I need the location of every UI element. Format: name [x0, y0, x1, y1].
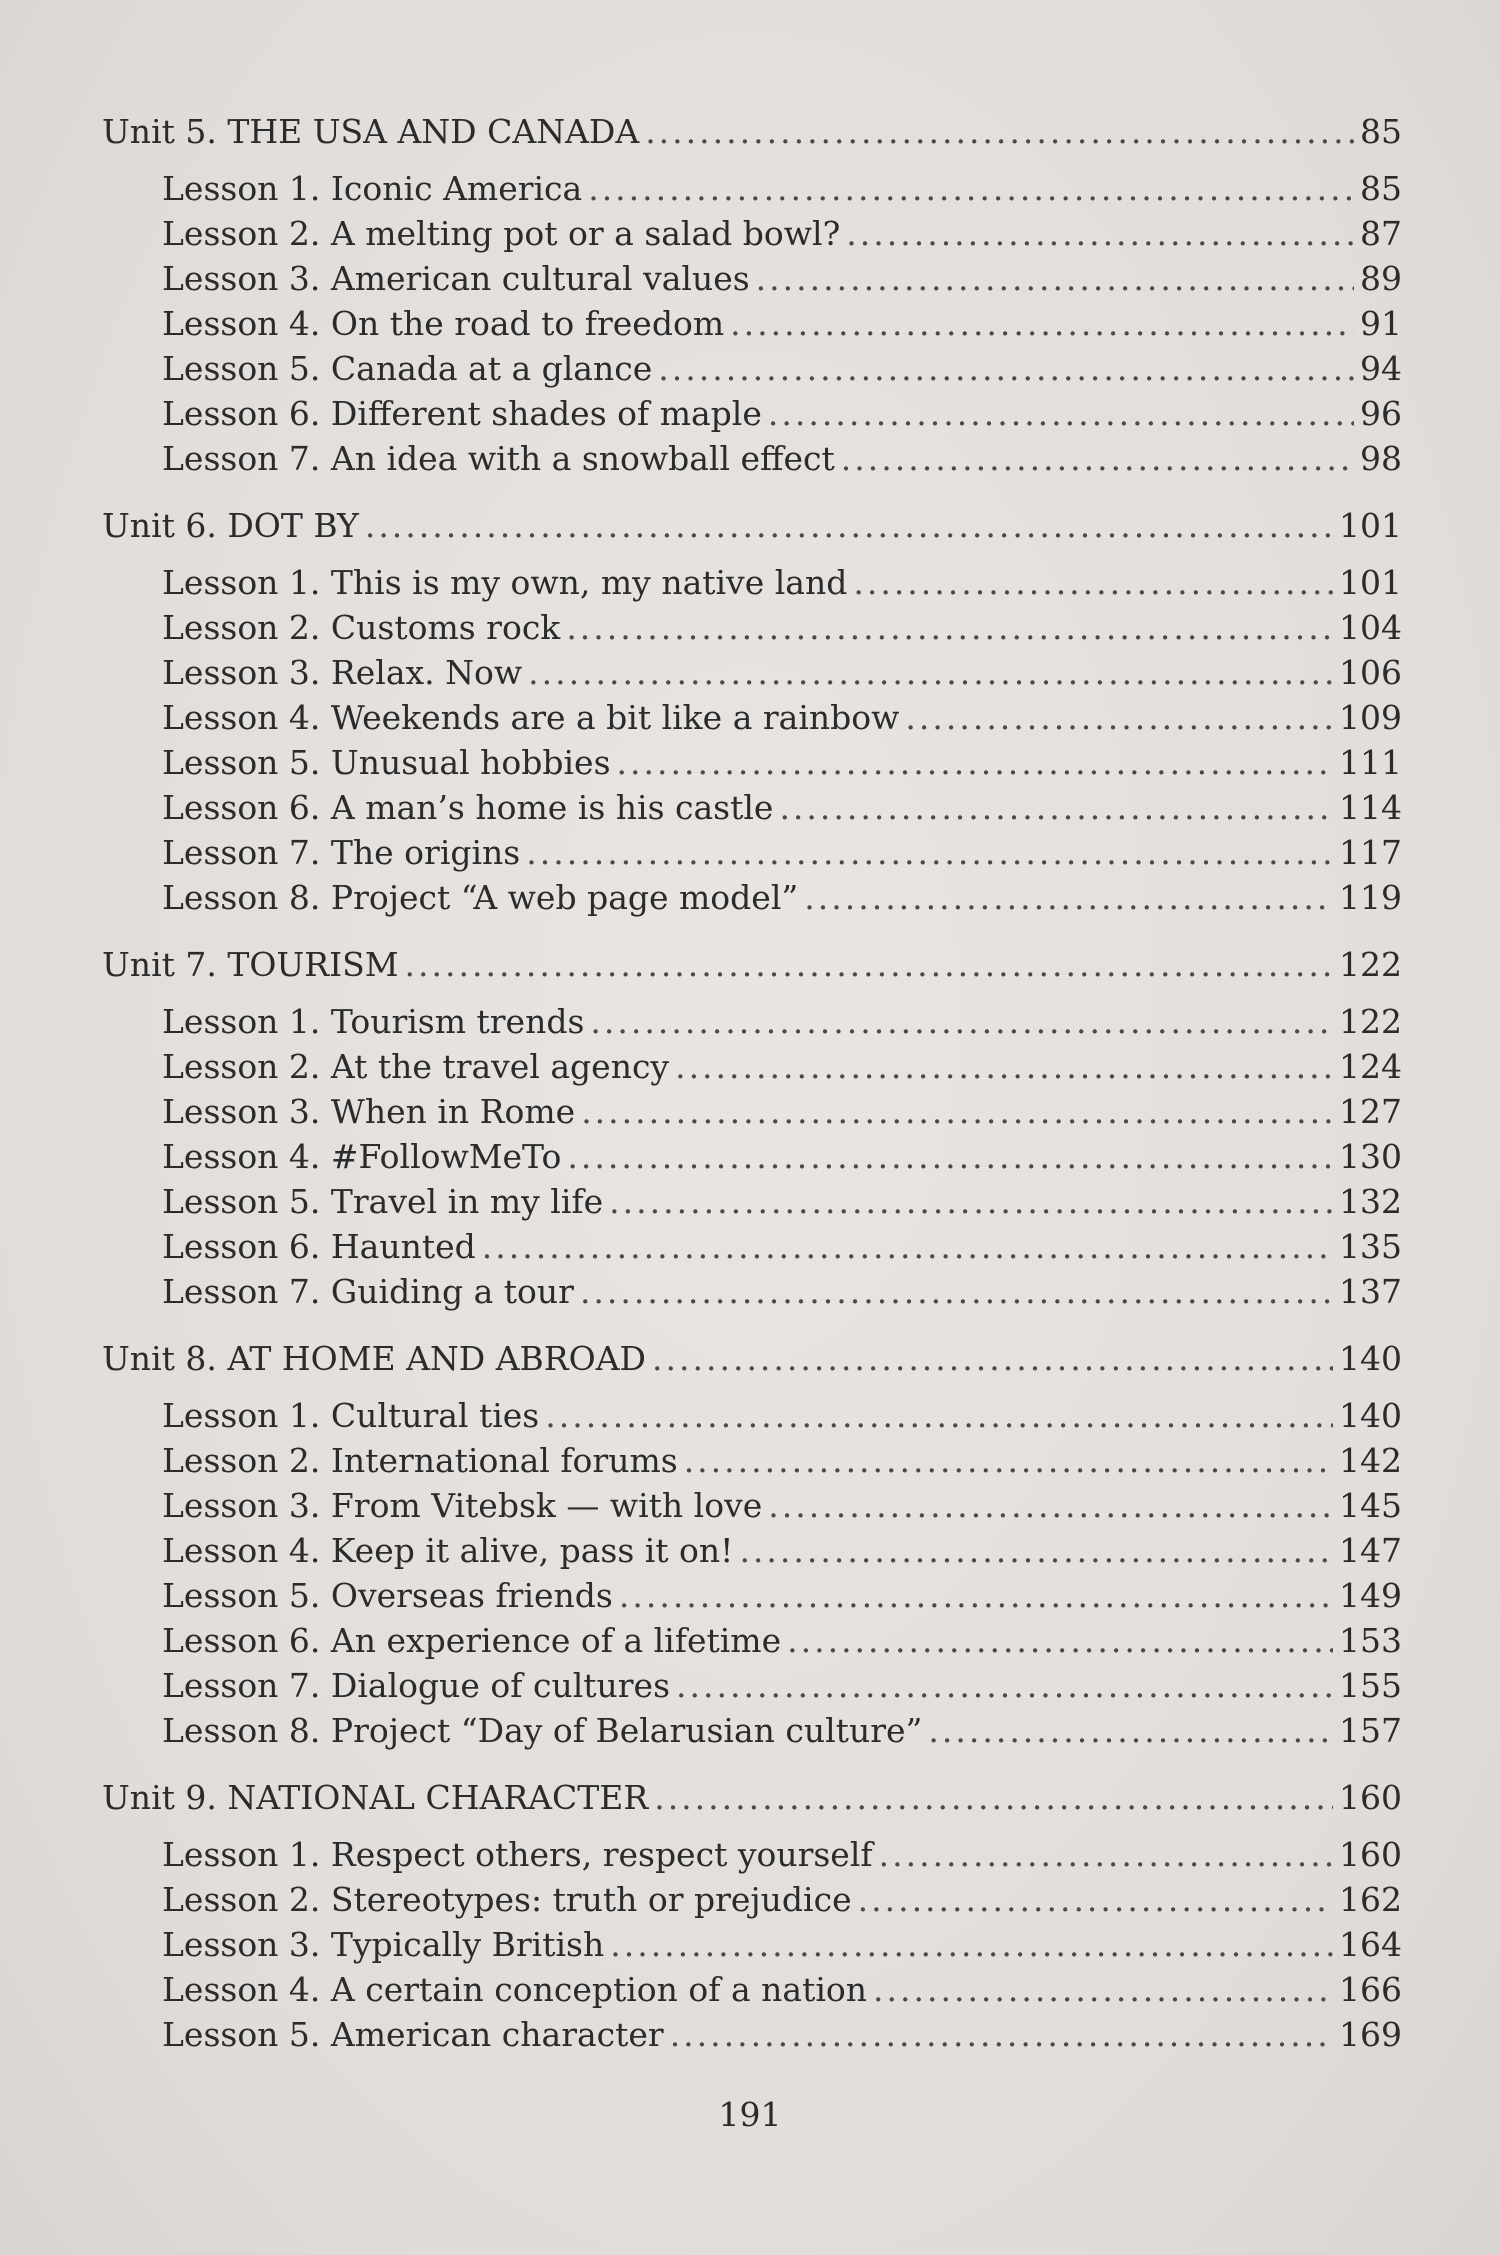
- dot-leader: [619, 1576, 1333, 1615]
- dot-leader: [610, 1925, 1333, 1964]
- lesson-title: Lesson 2. Customs rock: [162, 608, 561, 647]
- lesson-page-number: 111: [1339, 743, 1402, 782]
- lesson-page-number: 124: [1339, 1047, 1402, 1086]
- toc-unit-entry: [102, 506, 1402, 551]
- lesson-title: Lesson 2. At the travel agency: [162, 1047, 670, 1086]
- lesson-page-number: 122: [1339, 1002, 1402, 1041]
- toc-lesson-entry: [102, 259, 1402, 304]
- dot-leader: [676, 1666, 1333, 1705]
- lesson-page-number: 117: [1339, 833, 1402, 872]
- lesson-page-number: 162: [1339, 1880, 1402, 1919]
- toc-unit-entry: [102, 1339, 1402, 1384]
- lesson-title: Lesson 4. On the road to freedom: [162, 304, 725, 343]
- dot-leader: [658, 349, 1354, 388]
- dot-leader: [609, 1182, 1333, 1221]
- toc-lesson-entry: [102, 1182, 1402, 1227]
- toc-lesson-entry: [102, 349, 1402, 394]
- dot-leader: [617, 743, 1333, 782]
- dot-leader: [581, 1092, 1333, 1131]
- lesson-title: Lesson 5. American character: [162, 2015, 664, 2054]
- unit-title: Unit 6. DOT BY: [102, 506, 359, 545]
- lesson-title: Lesson 6. Haunted: [162, 1227, 476, 1266]
- dot-leader: [846, 214, 1354, 253]
- unit-title: Unit 8. AT HOME AND ABROAD: [102, 1339, 647, 1378]
- lesson-title: Lesson 6. A man’s home is his castle: [162, 788, 774, 827]
- dot-leader: [365, 506, 1333, 545]
- toc-unit-entry: [102, 112, 1402, 157]
- unit-title: Unit 9. NATIONAL CHARACTER: [102, 1778, 649, 1817]
- lesson-page-number: 91: [1360, 304, 1402, 343]
- toc-lesson-entry: [102, 1227, 1402, 1272]
- toc-lesson-entry: [102, 1880, 1402, 1925]
- dot-leader: [928, 1711, 1333, 1750]
- dot-leader: [645, 112, 1354, 151]
- lesson-page-number: 94: [1360, 349, 1402, 388]
- lesson-title: Lesson 2. International forums: [162, 1441, 678, 1480]
- lesson-page-number: 109: [1339, 698, 1402, 737]
- dot-leader: [768, 394, 1354, 433]
- dot-leader: [787, 1621, 1333, 1660]
- toc-lesson-entry: [102, 1666, 1402, 1711]
- toc-lesson-entry: [102, 1711, 1402, 1756]
- page-number: 191: [718, 2095, 782, 2134]
- dot-leader: [730, 304, 1354, 343]
- dot-leader: [756, 259, 1354, 298]
- toc-lesson-entry: [102, 1137, 1402, 1182]
- lesson-title: Lesson 1. Cultural ties: [162, 1396, 540, 1435]
- toc-lesson-entry: [102, 214, 1402, 259]
- lesson-page-number: 147: [1339, 1531, 1402, 1570]
- lesson-title: Lesson 5. Canada at a glance: [162, 349, 653, 388]
- toc-unit-section: [102, 506, 1402, 923]
- lesson-page-number: 145: [1339, 1486, 1402, 1525]
- lesson-page-number: 140: [1339, 1396, 1402, 1435]
- toc-lesson-entry: [102, 1486, 1402, 1531]
- lesson-page-number: 169: [1339, 2015, 1402, 2054]
- unit-page-number: 160: [1339, 1778, 1402, 1817]
- toc-unit-section: [102, 1778, 1402, 2060]
- lesson-page-number: 164: [1339, 1925, 1402, 1964]
- unit-title: Unit 5. THE USA AND CANADA: [102, 112, 640, 151]
- toc-unit-section: [102, 1339, 1402, 1756]
- unit-page-number: 85: [1360, 112, 1402, 151]
- lesson-title: Lesson 6. An experience of a lifetime: [162, 1621, 782, 1660]
- toc-lesson-entry: [102, 788, 1402, 833]
- dot-leader: [905, 698, 1333, 737]
- lesson-title: Lesson 7. An idea with a snowball effect: [162, 439, 835, 478]
- dot-leader: [779, 788, 1333, 827]
- dot-leader: [405, 945, 1333, 984]
- dot-leader: [528, 653, 1333, 692]
- lesson-page-number: 135: [1339, 1227, 1402, 1266]
- lesson-page-number: 157: [1339, 1711, 1402, 1750]
- dot-leader: [841, 439, 1354, 478]
- toc-lesson-entry: [102, 394, 1402, 439]
- toc-lesson-entry: [102, 1970, 1402, 2015]
- lesson-title: Lesson 2. A melting pot or a salad bowl?: [162, 214, 841, 253]
- lesson-title: Lesson 6. Different shades of maple: [162, 394, 762, 433]
- lesson-title: Lesson 1. Iconic America: [162, 169, 583, 208]
- dot-leader: [588, 169, 1354, 208]
- toc-lesson-entry: [102, 439, 1402, 484]
- toc-lesson-entry: [102, 1002, 1402, 1047]
- dot-leader: [739, 1531, 1333, 1570]
- lesson-title: Lesson 3. Typically British: [162, 1925, 605, 1964]
- lesson-page-number: 153: [1339, 1621, 1402, 1660]
- lesson-page-number: 132: [1339, 1182, 1402, 1221]
- dot-leader: [853, 563, 1333, 602]
- toc-lesson-entry: [102, 304, 1402, 349]
- toc-lesson-entry: [102, 1396, 1402, 1441]
- toc-lesson-entry: [102, 1576, 1402, 1621]
- lesson-title: Lesson 5. Travel in my life: [162, 1182, 604, 1221]
- lesson-page-number: 166: [1339, 1970, 1402, 2009]
- lesson-page-number: 155: [1339, 1666, 1402, 1705]
- toc-unit-entry: [102, 1778, 1402, 1823]
- lesson-page-number: 85: [1360, 169, 1402, 208]
- toc-lesson-entry: [102, 1531, 1402, 1576]
- toc-lesson-entry: [102, 1835, 1402, 1880]
- lesson-page-number: 114: [1339, 788, 1402, 827]
- lesson-title: Lesson 5. Overseas friends: [162, 1576, 613, 1615]
- toc-lesson-entry: [102, 1925, 1402, 1970]
- toc-lesson-entry: [102, 1272, 1402, 1317]
- toc-unit-section: [102, 112, 1402, 484]
- toc-lesson-entry: [102, 1621, 1402, 1666]
- dot-leader: [566, 608, 1333, 647]
- lesson-title: Lesson 1. Respect others, respect yourself: [162, 1835, 873, 1874]
- lesson-page-number: 101: [1339, 563, 1402, 602]
- lesson-title: Lesson 7. Dialogue of cultures: [162, 1666, 671, 1705]
- toc-lesson-entry: [102, 2015, 1402, 2060]
- lesson-page-number: 149: [1339, 1576, 1402, 1615]
- toc-lesson-entry: [102, 563, 1402, 608]
- toc-unit-entry: [102, 945, 1402, 990]
- lesson-page-number: 160: [1339, 1835, 1402, 1874]
- lesson-page-number: 106: [1339, 653, 1402, 692]
- dot-leader: [567, 1137, 1333, 1176]
- dot-leader: [675, 1047, 1333, 1086]
- toc-unit-section: [102, 945, 1402, 1317]
- lesson-title: Lesson 4. Weekends are a bit like a rainbow: [162, 698, 900, 737]
- lesson-page-number: 96: [1360, 394, 1402, 433]
- lesson-title: Lesson 1. Tourism trends: [162, 1002, 585, 1041]
- lesson-title: Lesson 2. Stereotypes: truth or prejudice: [162, 1880, 852, 1919]
- lesson-title: Lesson 8. Project “A web page model”: [162, 878, 799, 917]
- lesson-page-number: 137: [1339, 1272, 1402, 1311]
- dot-leader: [879, 1835, 1333, 1874]
- dot-leader: [670, 2015, 1333, 2054]
- dot-leader: [590, 1002, 1333, 1041]
- dot-leader: [654, 1778, 1333, 1817]
- dot-leader: [652, 1339, 1333, 1378]
- lesson-title: Lesson 7. The origins: [162, 833, 521, 872]
- toc-lesson-entry: [102, 608, 1402, 653]
- lesson-title: Lesson 4. Keep it alive, pass it on!: [162, 1531, 734, 1570]
- lesson-title: Lesson 4. #FollowMeTo: [162, 1137, 562, 1176]
- lesson-title: Lesson 3. When in Rome: [162, 1092, 576, 1131]
- toc-lesson-entry: [102, 653, 1402, 698]
- toc-lesson-entry: [102, 833, 1402, 878]
- lesson-title: Lesson 3. Relax. Now: [162, 653, 523, 692]
- lesson-title: Lesson 4. A certain conception of a nation: [162, 1970, 868, 2009]
- unit-title: Unit 7. TOURISM: [102, 945, 399, 984]
- lesson-page-number: 98: [1360, 439, 1402, 478]
- dot-leader: [482, 1227, 1333, 1266]
- toc-lesson-entry: [102, 743, 1402, 788]
- dot-leader: [580, 1272, 1333, 1311]
- toc-lesson-entry: [102, 878, 1402, 923]
- unit-page-number: 101: [1339, 506, 1402, 545]
- toc-lesson-entry: [102, 169, 1402, 214]
- dot-leader: [684, 1441, 1333, 1480]
- toc-lesson-entry: [102, 1441, 1402, 1486]
- lesson-title: Lesson 3. American cultural values: [162, 259, 750, 298]
- lesson-page-number: 104: [1339, 608, 1402, 647]
- dot-leader: [545, 1396, 1333, 1435]
- lesson-title: Lesson 5. Unusual hobbies: [162, 743, 611, 782]
- dot-leader: [768, 1486, 1333, 1525]
- lesson-title: Lesson 1. This is my own, my native land: [162, 563, 848, 602]
- table-of-contents: [102, 112, 1402, 2082]
- lesson-title: Lesson 3. From Vitebsk — with love: [162, 1486, 763, 1525]
- lesson-title: Lesson 7. Guiding a tour: [162, 1272, 574, 1311]
- lesson-page-number: 142: [1339, 1441, 1402, 1480]
- toc-lesson-entry: [102, 1047, 1402, 1092]
- toc-lesson-entry: [102, 698, 1402, 743]
- unit-page-number: 122: [1339, 945, 1402, 984]
- dot-leader: [858, 1880, 1333, 1919]
- toc-lesson-entry: [102, 1092, 1402, 1137]
- dot-leader: [526, 833, 1333, 872]
- unit-page-number: 140: [1339, 1339, 1402, 1378]
- dot-leader: [873, 1970, 1333, 2009]
- lesson-title: Lesson 8. Project “Day of Belarusian culture”: [162, 1711, 923, 1750]
- lesson-page-number: 119: [1339, 878, 1402, 917]
- dot-leader: [804, 878, 1333, 917]
- lesson-page-number: 127: [1339, 1092, 1402, 1131]
- lesson-page-number: 87: [1360, 214, 1402, 253]
- lesson-page-number: 130: [1339, 1137, 1402, 1176]
- lesson-page-number: 89: [1360, 259, 1402, 298]
